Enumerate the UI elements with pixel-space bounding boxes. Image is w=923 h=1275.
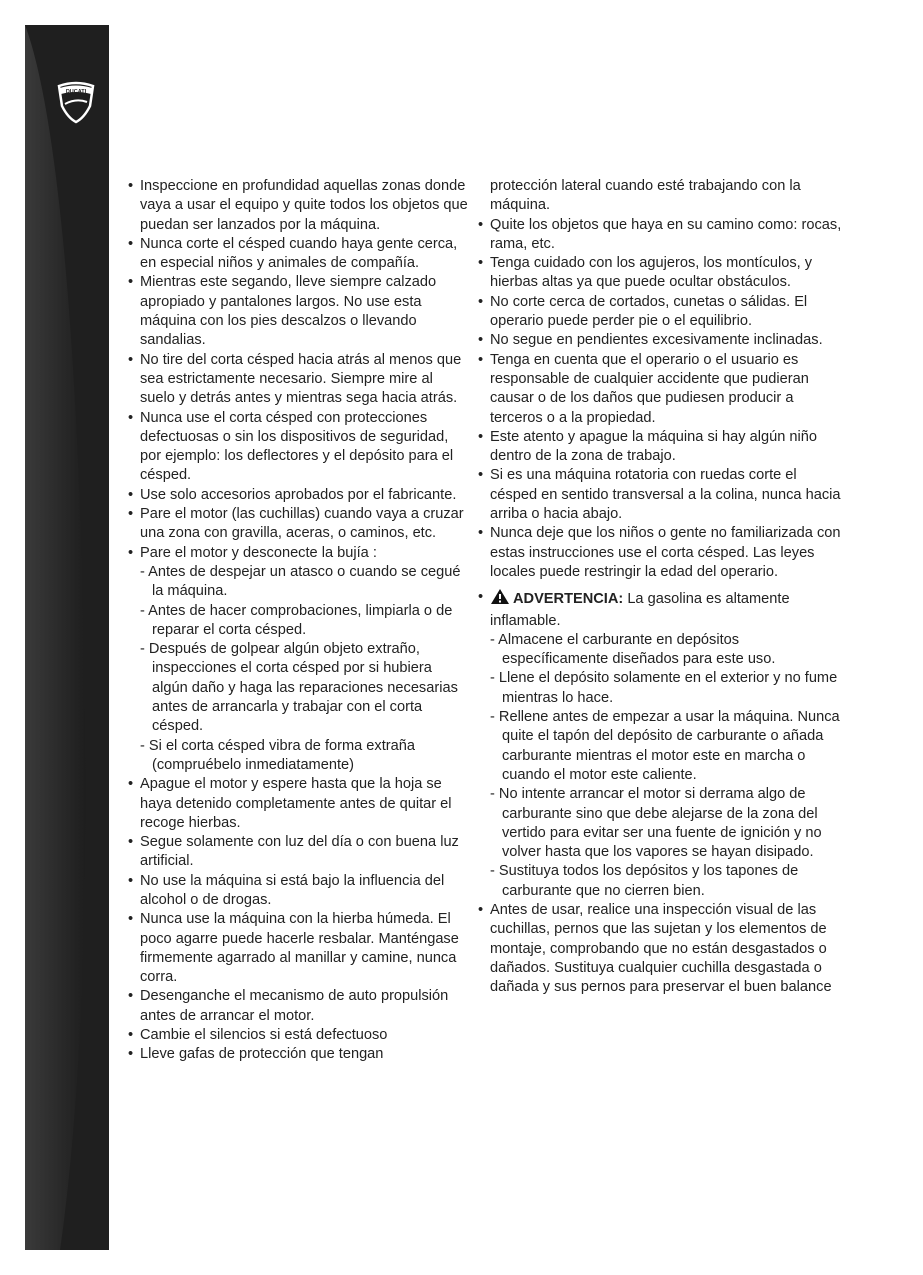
bullet-item — [128, 1026, 468, 1045]
bullet-glyph: • — [128, 274, 134, 291]
bullet-item — [478, 216, 843, 255]
bullet-glyph: • — [128, 1027, 134, 1044]
bullet-item — [128, 775, 468, 833]
bullet-glyph: • — [478, 293, 484, 310]
sub-item — [128, 737, 468, 776]
warning-item — [478, 588, 843, 631]
sub-item — [128, 602, 468, 641]
bullet-item — [128, 833, 468, 872]
bullet-item — [128, 872, 468, 911]
item-text: Cambie el silencios si está defectuoso — [140, 1027, 388, 1044]
bullet-glyph: • — [128, 506, 134, 523]
bullet-glyph: • — [128, 544, 134, 561]
bullet-glyph: • — [128, 409, 134, 426]
svg-text:DUCATI: DUCATI — [65, 89, 87, 95]
item-text: - Después de golpear algún objeto extraño, inspecciones el corta césped por si hubiera algún daño y haga las reparaciones necesarias antes de arrancarla y trabajar con el corta césped. — [140, 641, 458, 735]
item-text: Nunca deje que los niños o gente no familiarizada con estas instrucciones use el corta césped. Las leyes locales puede restringir la edad del operario. — [490, 525, 841, 580]
bullet-item — [128, 1045, 468, 1064]
bullet-item — [128, 987, 468, 1026]
bullet-glyph: • — [478, 428, 484, 445]
bullet-item — [128, 235, 468, 274]
item-text: Use solo accesorios aprobados por el fabricante. — [140, 486, 457, 503]
item-text: No segue en pendientes excesivamente inclinadas. — [490, 332, 823, 349]
item-text: Lleve gafas de protección que tengan — [140, 1046, 384, 1063]
item-text: Nunca corte el césped cuando haya gente cerca, en especial niños y animales de compañía. — [140, 235, 458, 272]
left-column — [128, 177, 468, 1065]
bullet-glyph: • — [478, 901, 484, 918]
bullet-item — [128, 544, 468, 563]
item-text: protección lateral cuando esté trabajando con la máquina. — [490, 178, 801, 214]
item-text: No use la máquina si está bajo la influencia del alcohol o de drogas. — [140, 872, 445, 908]
item-text: Segue solamente con luz del día o con buena luz artificial. — [140, 834, 459, 870]
item-text: Pare el motor (las cuchillas) cuando vaya a cruzar una zona con gravilla, aceras, o caminos, etc. — [140, 506, 464, 542]
item-text: Tenga en cuenta que el operario o el usuario es responsable de cualquier accidente que pudieran causar o de los daños que pudiesen producir a terceros o a la propiedad. — [490, 351, 809, 426]
bullet-glyph: • — [128, 486, 134, 503]
bullet-item — [128, 177, 468, 235]
bullet-item — [478, 351, 843, 428]
bullet-glyph: • — [478, 467, 484, 484]
bullet-glyph: • — [478, 332, 484, 349]
item-text: - Antes de despejar un atasco o cuando se cegué la máquina. — [140, 563, 461, 600]
item-text: No tire del corta césped hacia atrás al menos que sea estrictamente necesario. Siempre mire al suelo y detrás antes y mientras sega hacia atrás. — [140, 351, 462, 407]
bullet-glyph: • — [128, 988, 134, 1005]
bullet-item — [128, 505, 468, 544]
bullet-glyph: • — [478, 525, 484, 542]
sidebar-band — [25, 25, 109, 1250]
item-text: Nunca use la máquina con la hierba húmeda. El poco agarre puede hacerle resbalar. Manténgase firmemente agarrado al manillar y camine, nunca corra. — [140, 911, 459, 986]
ducati-logo-icon — [56, 80, 96, 124]
bullet-item — [478, 524, 843, 582]
bullet-item — [478, 254, 843, 293]
item-text: - Antes de hacer comprobaciones, limpiarla o de reparar el corta césped. — [140, 602, 453, 638]
sub-item — [128, 563, 468, 602]
warning-sub-item: - Almacene el carburante en depósitos específicamente diseñados para este uso. — [490, 631, 776, 668]
bullet-item — [478, 901, 843, 997]
sub-item — [128, 640, 468, 736]
item-text: Quite los objetos que haya en su camino como: rocas, rama, etc. — [490, 216, 842, 252]
bullet-item — [128, 910, 468, 987]
bullet-glyph: • — [478, 589, 484, 606]
item-text: Pare el motor y desconecte la bujía : — [140, 544, 377, 561]
item-text: Mientras este segando, lleve siempre calzado apropiado y pantalones largos. No use esta máquina con los pies descalzos o llevando sandalias. — [140, 274, 437, 349]
bullet-item — [478, 331, 843, 350]
item-text: Nunca use el corta césped con protecciones defectuosas o sin los dispositivos de seguridad, por ejemplo: los deflectores y el depósito para el césped. — [140, 409, 454, 484]
warning-sub-item: - Llene el depósito solamente en el exterior y no fume mientras lo hace. — [490, 670, 838, 706]
bullet-item — [128, 409, 468, 486]
item-text: Tenga cuidado con los agujeros, los montículos, y hierbas altas ya que puede ocultar obstáculos. — [490, 255, 813, 291]
bullet-glyph: • — [128, 834, 134, 851]
bullet-glyph: • — [128, 351, 134, 368]
bullet-item — [128, 273, 468, 350]
item-text: Desenganche el mecanismo de auto propulsión antes de arrancar el motor. — [140, 988, 449, 1024]
item-text: Inspeccione en profundidad aquellas zonas donde vaya a usar el equipo y quite todos los objetos que puedan ser lanzados por la máquina. — [140, 178, 468, 233]
warning-label: ADVERTENCIA: — [513, 591, 624, 608]
bullet-glyph: • — [478, 255, 484, 272]
right-column — [478, 177, 843, 997]
item-text: Si es una máquina rotatoria con ruedas corte el césped en sentido transversal a la colina, nunca hacia arriba o hacia abajo. — [490, 467, 841, 523]
item-text: No corte cerca de cortados, cunetas o sálidas. El operario puede perder pie o el equilibrio. — [490, 293, 808, 330]
item-text: Apague el motor y espere hasta que la hoja se haya detenido completamente antes de quitar el recoge hierbas. — [140, 776, 452, 831]
continued-text — [478, 177, 843, 216]
bullet-item — [128, 351, 468, 409]
bullet-glyph: • — [478, 351, 484, 368]
warning-sub-item: - Sustituya todos los depósitos y los tapones de carburante que no cierren bien. — [490, 863, 799, 899]
bullet-item — [478, 466, 843, 524]
warning-text: La gasolina es altamente inflamable. — [490, 591, 790, 629]
bullet-glyph: • — [128, 178, 134, 194]
warning-sub-item: - No intente arrancar el motor si derrama algo de carburante sino que debe alejarse de la zona del vertido para evitar ser una fuente de ignición y no volver hasta que los vapores se hayan disipado. — [490, 786, 822, 861]
bullet-glyph: • — [128, 235, 134, 252]
bullet-item — [478, 293, 843, 332]
item-text: Antes de usar, realice una inspección visual de las cuchillas, pernos que las sujetan y los elementos de montaje, comprobando que no están desgastados o dañados. Sustituya cualquier cuchilla desgastada o dañada y sus pernos para preservar el buen balance — [490, 901, 832, 996]
bullet-glyph: • — [478, 216, 484, 233]
warning-triangle-icon — [490, 588, 510, 611]
bullet-glyph: • — [128, 872, 134, 889]
item-text: - Si el corta césped vibra de forma extraña (compruébelo inmediatamente) — [140, 737, 415, 773]
bullet-glyph: • — [128, 911, 134, 928]
item-text: Este atento y apague la máquina si hay algún niño dentro de la zona de trabajo. — [490, 428, 817, 465]
bullet-glyph: • — [128, 776, 134, 793]
warning-sub-item: - Rellene antes de empezar a usar la máquina. Nunca quite el tapón del depósito de carburante o añada carburante mientras el motor este en marcha o cuando el motor este caliente. — [490, 709, 840, 783]
bullet-glyph: • — [128, 1046, 134, 1063]
bullet-item — [478, 428, 843, 467]
bullet-item — [128, 486, 468, 505]
